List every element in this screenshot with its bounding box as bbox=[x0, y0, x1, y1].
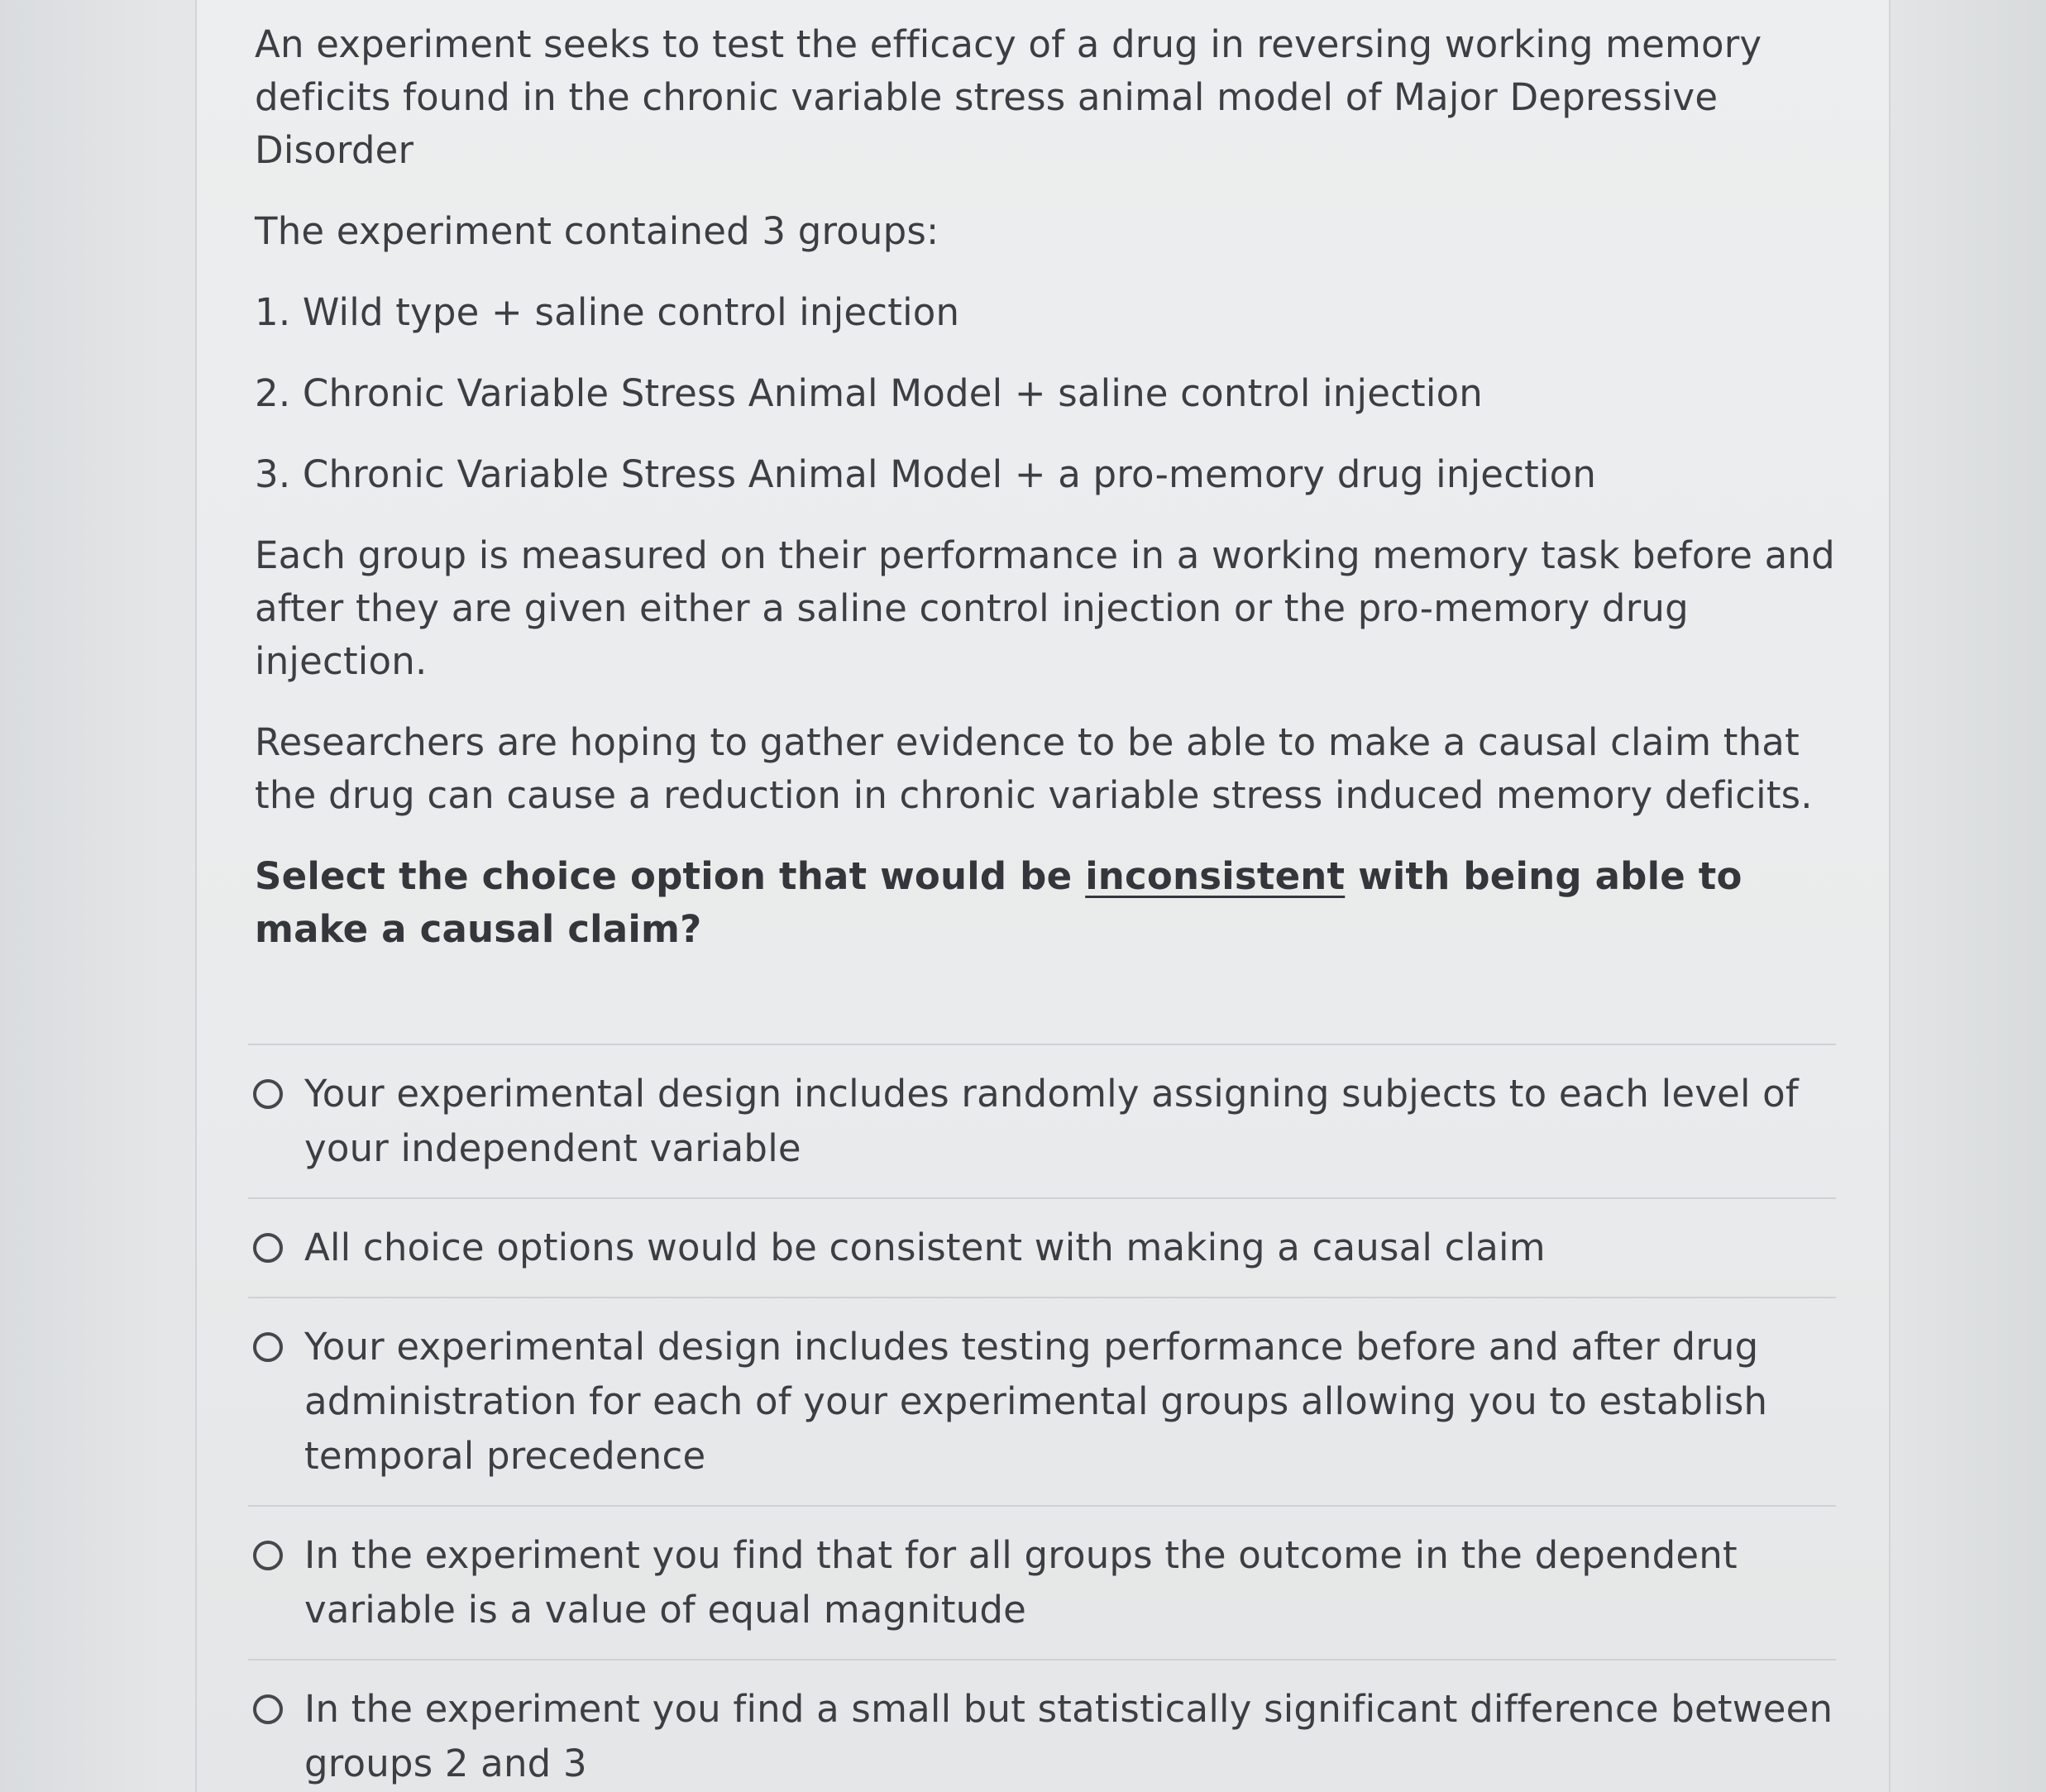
research-goal: Researchers are hoping to gather evidence to be able to make a causal claim that the drug can cause a reduction in chronic variable stress induced memory deficits. bbox=[255, 720, 1813, 817]
radio-button[interactable] bbox=[253, 1541, 283, 1570]
answer-option-label[interactable]: In the experiment you find that for all groups the outcome in the dependent variable is a value of equal magnitude bbox=[304, 1533, 1738, 1632]
question-prompt bbox=[255, 850, 1809, 956]
answer-option-label[interactable]: Your experimental design includes randomly assigning subjects to each level of your independent variable bbox=[304, 1072, 1799, 1170]
radio-button[interactable] bbox=[253, 1332, 283, 1362]
question-intro: An experiment seeks to test the efficacy of a drug in reversing working memory deficits found in the chronic variable stress animal model of Major Depressive Disorder bbox=[255, 22, 1762, 172]
answer-option[interactable] bbox=[248, 1044, 1836, 1197]
group-item-1: 1. Wild type + saline control injection bbox=[255, 290, 960, 334]
radio-button[interactable] bbox=[253, 1079, 283, 1109]
radio-button[interactable] bbox=[253, 1694, 283, 1724]
answer-option-label[interactable]: All choice options would be consistent with making a causal claim bbox=[304, 1226, 1546, 1269]
answer-option[interactable] bbox=[248, 1659, 1836, 1792]
prompt-text-after: with being able to make a causal claim? bbox=[255, 854, 1742, 951]
prompt-emphasis: inconsistent bbox=[1085, 854, 1346, 898]
question-card bbox=[195, 0, 1891, 1792]
radio-button[interactable] bbox=[253, 1233, 283, 1263]
group-item-3: 3. Chronic Variable Stress Animal Model + a pro-memory drug injection bbox=[255, 452, 1597, 496]
measurement-description: Each group is measured on their performance in a working memory task before and after they are given either a saline control injection or the pro-memory drug injection. bbox=[255, 533, 1835, 683]
answer-option[interactable] bbox=[248, 1297, 1836, 1505]
answer-options bbox=[248, 1044, 1836, 1792]
answer-option-label[interactable]: Your experimental design includes testing performance before and after drug administration for each of your experimental groups allowing you to establish temporal precedence bbox=[304, 1325, 1768, 1478]
answer-option-label[interactable]: In the experiment you find a small but statistically significant difference between groups 2 and 3 bbox=[304, 1687, 1833, 1785]
group-item-2: 2. Chronic Variable Stress Animal Model + saline control injection bbox=[255, 371, 1484, 415]
question-body bbox=[255, 18, 1876, 956]
answer-option[interactable] bbox=[248, 1197, 1836, 1297]
answer-option[interactable] bbox=[248, 1505, 1836, 1659]
prompt-text-before: Select the choice option that would be bbox=[255, 854, 1086, 898]
groups-title: The experiment contained 3 groups: bbox=[255, 209, 939, 253]
